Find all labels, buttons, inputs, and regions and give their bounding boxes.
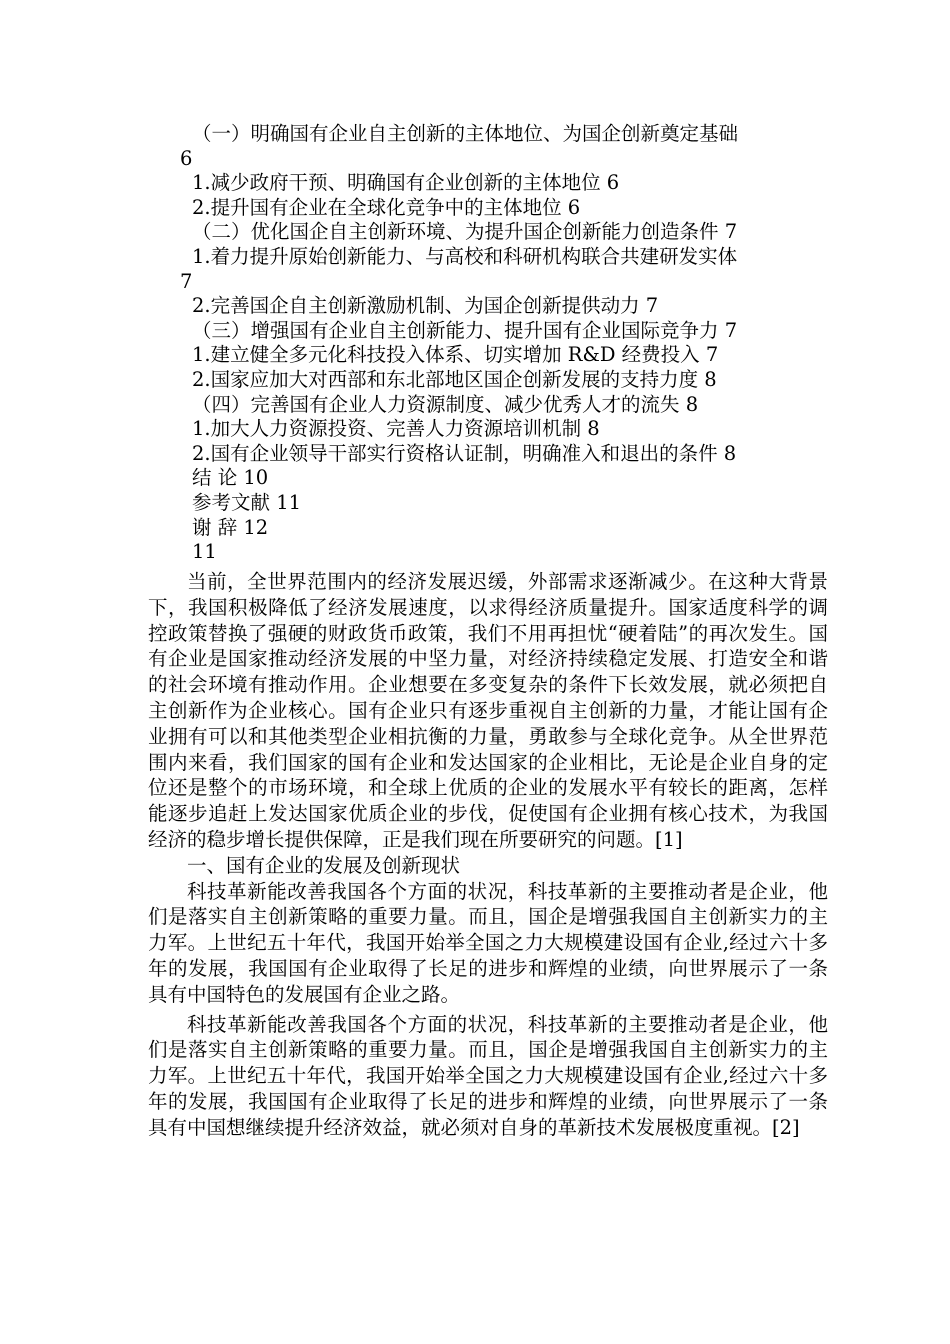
toc-entry[interactable]: 2.国有企业领导干部实行资格认证制，明确准入和退出的条件 8 <box>192 441 737 465</box>
toc-entry[interactable]: 谢 辞 12 <box>192 515 269 539</box>
toc-entry-page-number: 6 <box>180 146 193 170</box>
toc-entry-page-number: 11 <box>192 540 217 564</box>
toc-entry[interactable]: （二）优化国企自主创新环境、为提升国企创新能力创造条件 7 <box>192 220 738 244</box>
toc-entry[interactable]: 2.国家应加大对西部和东北部地区国企创新发展的支持力度 8 <box>192 367 717 391</box>
toc-entry[interactable]: （三）增强国有企业自主创新能力、提升国有企业国际竞争力 7 <box>192 318 738 342</box>
toc-entry[interactable]: 2.完善国企自主创新激励机制、为国企创新提供动力 7 <box>192 294 659 318</box>
toc-entry[interactable]: 1.着力提升原始创新能力、与高校和科研机构联合共建研发实体 <box>192 244 738 268</box>
paragraph: 当前，全世界范围内的经济发展迟缓，外部需求逐渐减少。在这种大背景下，我国积极降低了经济发展速度，以求得经济质量提升。国家适度科学的调控政策替换了强硬的财政货币政策，我们不用再担忧“硬着陆”的再次发生。国有企业是国家推动经济发展的中坚力量，对经济持续稳定发展、打造安全和谐的社会环境有推动作用。企业想要在多变复杂的条件下长效发展，就必须把自主创新作为企业核心。国有企业只有逐步重视自主创新的力量，才能让国有企业拥有可以和其他类型企业相抗衡的力量，勇敢参与全球化竞争。从全世界范围内来看，我们国家的国有企业和发达国家的企业相比，无论是企业自身的定位还是整个的市场环境，和全球上优质的企业的发展水平有较长的距离，怎样能逐步追赶上发达国家优质企业的步伐，促使国有企业拥有核心技术，为我国经济的稳步增长提供保障，正是我们现在所要研究的问题。[1] <box>148 570 828 851</box>
paragraph: 科技革新能改善我国各个方面的状况，科技革新的主要推动者是企业，他们是落实自主创新策略的重要力量。而且，国企是增强我国自主创新实力的主力军。上世纪五十年代，我国开始举全国之力大规模建设国有企业,经过六十多年的发展，我国国有企业取得了长足的进步和辉煌的业绩，向世界展示了一条具有中国想继续提升经济效益，就必须对自身的革新技术发展极度重视。[2] <box>148 1012 828 1139</box>
toc-entry[interactable]: 结 论 10 <box>192 466 269 490</box>
toc-entry[interactable]: （一）明确国有企业自主创新的主体地位、为国企创新奠定基础 <box>192 122 739 145</box>
toc-entry[interactable]: 参考文献 11 <box>192 490 302 514</box>
paragraph: 科技革新能改善我国各个方面的状况，科技革新的主要推动者是企业，他们是落实自主创新策略的重要力量。而且，国企是增强我国自主创新实力的主力军。上世纪五十年代，我国开始举全国之力大规模建设国有企业,经过六十多年的发展，我国国有企业取得了长足的进步和辉煌的业绩，向世界展示了一条具有中国特色的发展国有企业之路。 <box>148 879 828 1006</box>
toc-entry[interactable]: （四）完善国有企业人力资源制度、减少优秀人才的流失 8 <box>192 392 699 416</box>
toc-entry[interactable]: 1.加大人力资源投资、完善人力资源培训机制 8 <box>192 417 600 441</box>
table-of-contents <box>148 122 828 565</box>
body-text <box>148 569 828 1141</box>
section-heading: 一、国有企业的发展及创新现状 <box>187 853 461 877</box>
toc-entry[interactable]: 1.建立健全多元化科技投入体系、切实增加 R&D 经费投入 7 <box>192 343 719 367</box>
toc-entry-page-number: 7 <box>180 269 193 293</box>
toc-entry[interactable]: 2.提升国有企业在全球化竞争中的主体地位 6 <box>192 195 581 219</box>
toc-entry[interactable]: 1.减少政府干预、明确国有企业创新的主体地位 6 <box>192 171 620 195</box>
